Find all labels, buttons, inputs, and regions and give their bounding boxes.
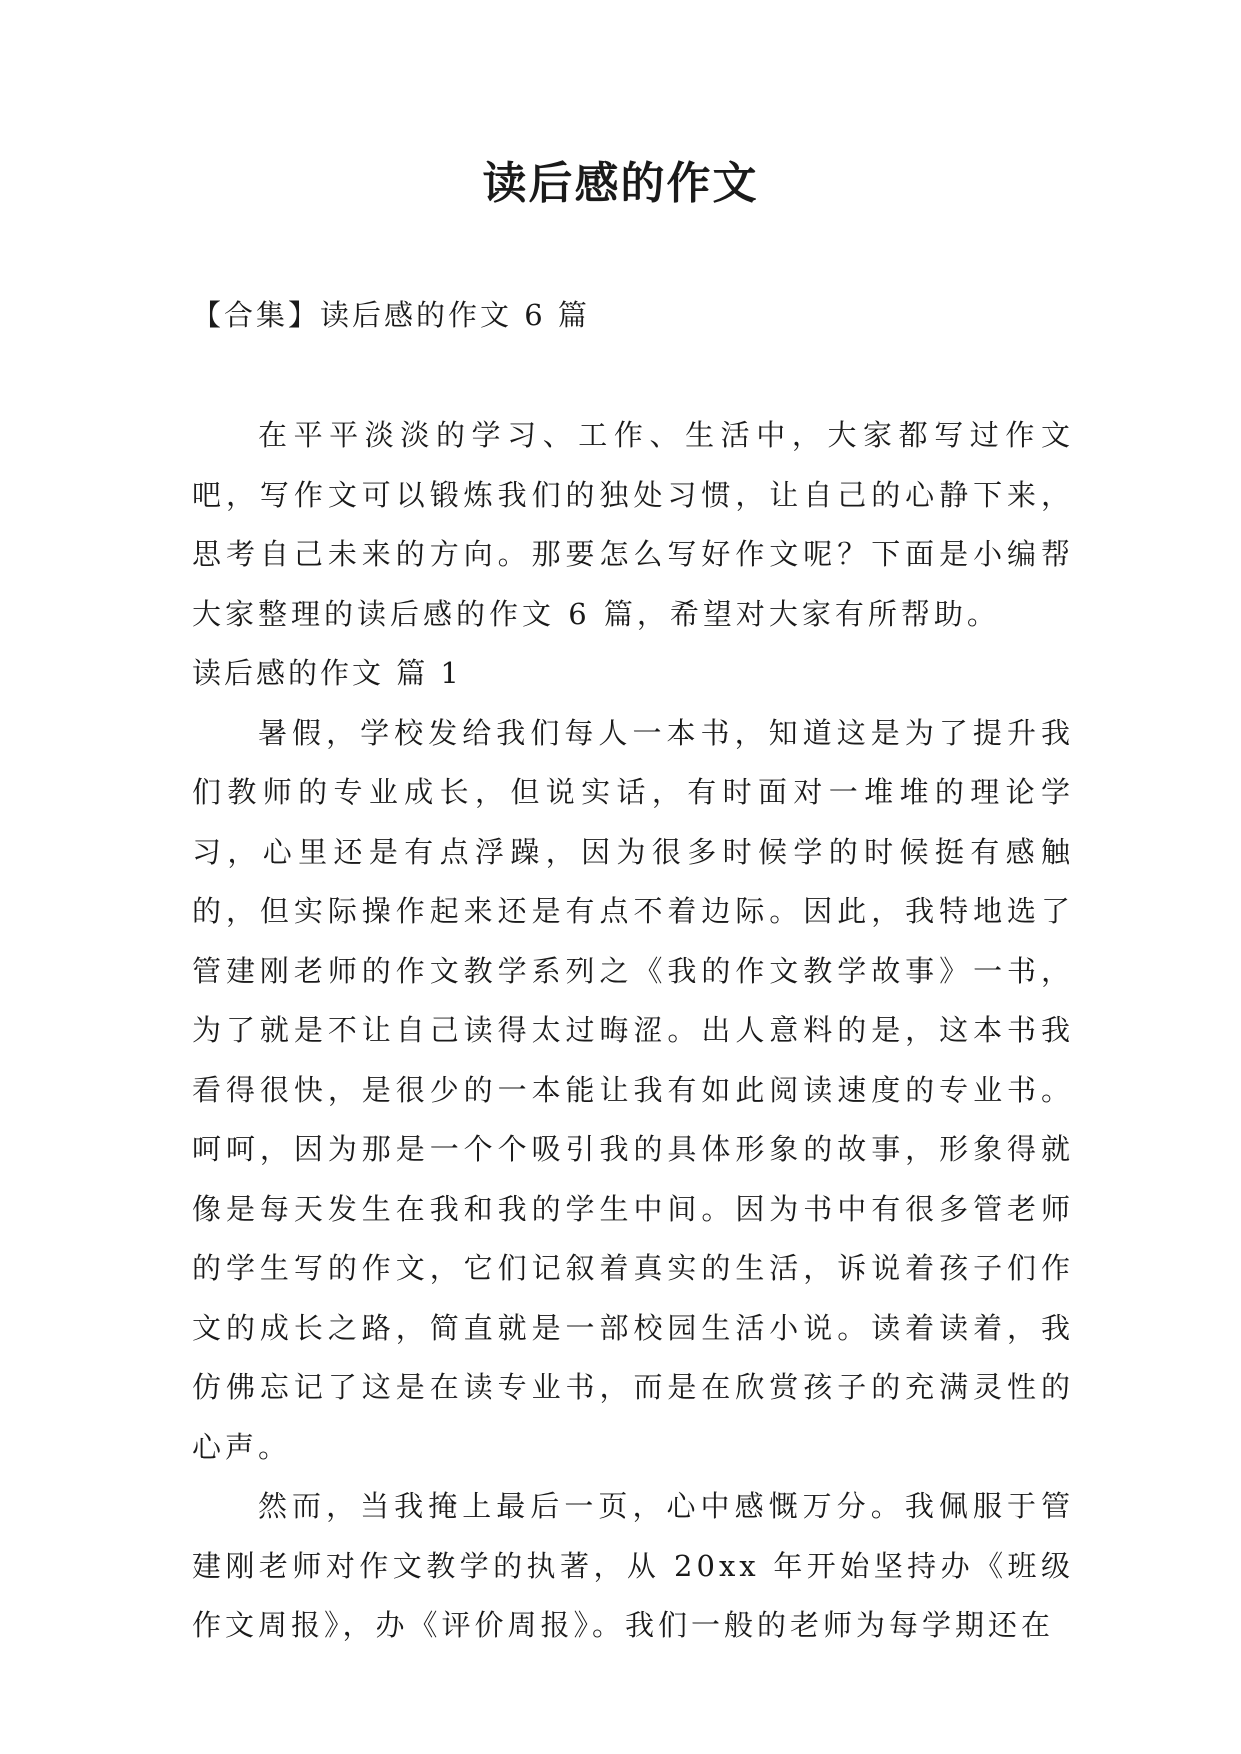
- body-paragraph: 暑假，学校发给我们每人一本书，知道这是为了提升我们教师的专业成长，但说实话，有时面对一堆堆的理论学习，心里还是有点浮躁，因为很多时候学的时候挺有感触的，但实际操作起来还是有点不着边际。因此，我特地选了管建刚老师的作文教学系列之《我的作文教学故事》一书，为了就是不让自己读得太过晦涩。出人意料的是，这本书我看得很快，是很少的一本能让我有如此阅读速度的专业书。呵呵，因为那是一个个吸引我的具体形象的故事，形象得就像是每天发生在我和我的学生中间。因为书中有很多管老师的学生写的作文，它们记叙着真实的生活，诉说着孩子们作文的成长之路，简直就是一部校园生活小说。读着读着，我仿佛忘记了这是在读专业书，而是在欣赏孩子的充满灵性的心声。: [192, 715, 1074, 1464]
- document-subtitle: 【合集】读后感的作文 6 篇: [192, 298, 590, 332]
- section-heading: 读后感的作文 篇 1: [192, 656, 462, 690]
- body-paragraph: 然而，当我掩上最后一页，心中感慨万分。我佩服于管建刚老师对作文教学的执著，从 20xx 年开始坚持办《班级作文周报》，办《评价周报》。我们一般的老师为每学期还在: [192, 1489, 1074, 1642]
- document-body: [192, 406, 1074, 1656]
- document-title: 读后感的作文: [482, 158, 759, 209]
- intro-paragraph: 在平平淡淡的学习、工作、生活中，大家都写过作文吧，写作文可以锻炼我们的独处习惯，让自己的心静下来，思考自己未来的方向。那要怎么写好作文呢？下面是小编帮大家整理的读后感的作文 6 篇，希望对大家有所帮助。: [192, 418, 1074, 631]
